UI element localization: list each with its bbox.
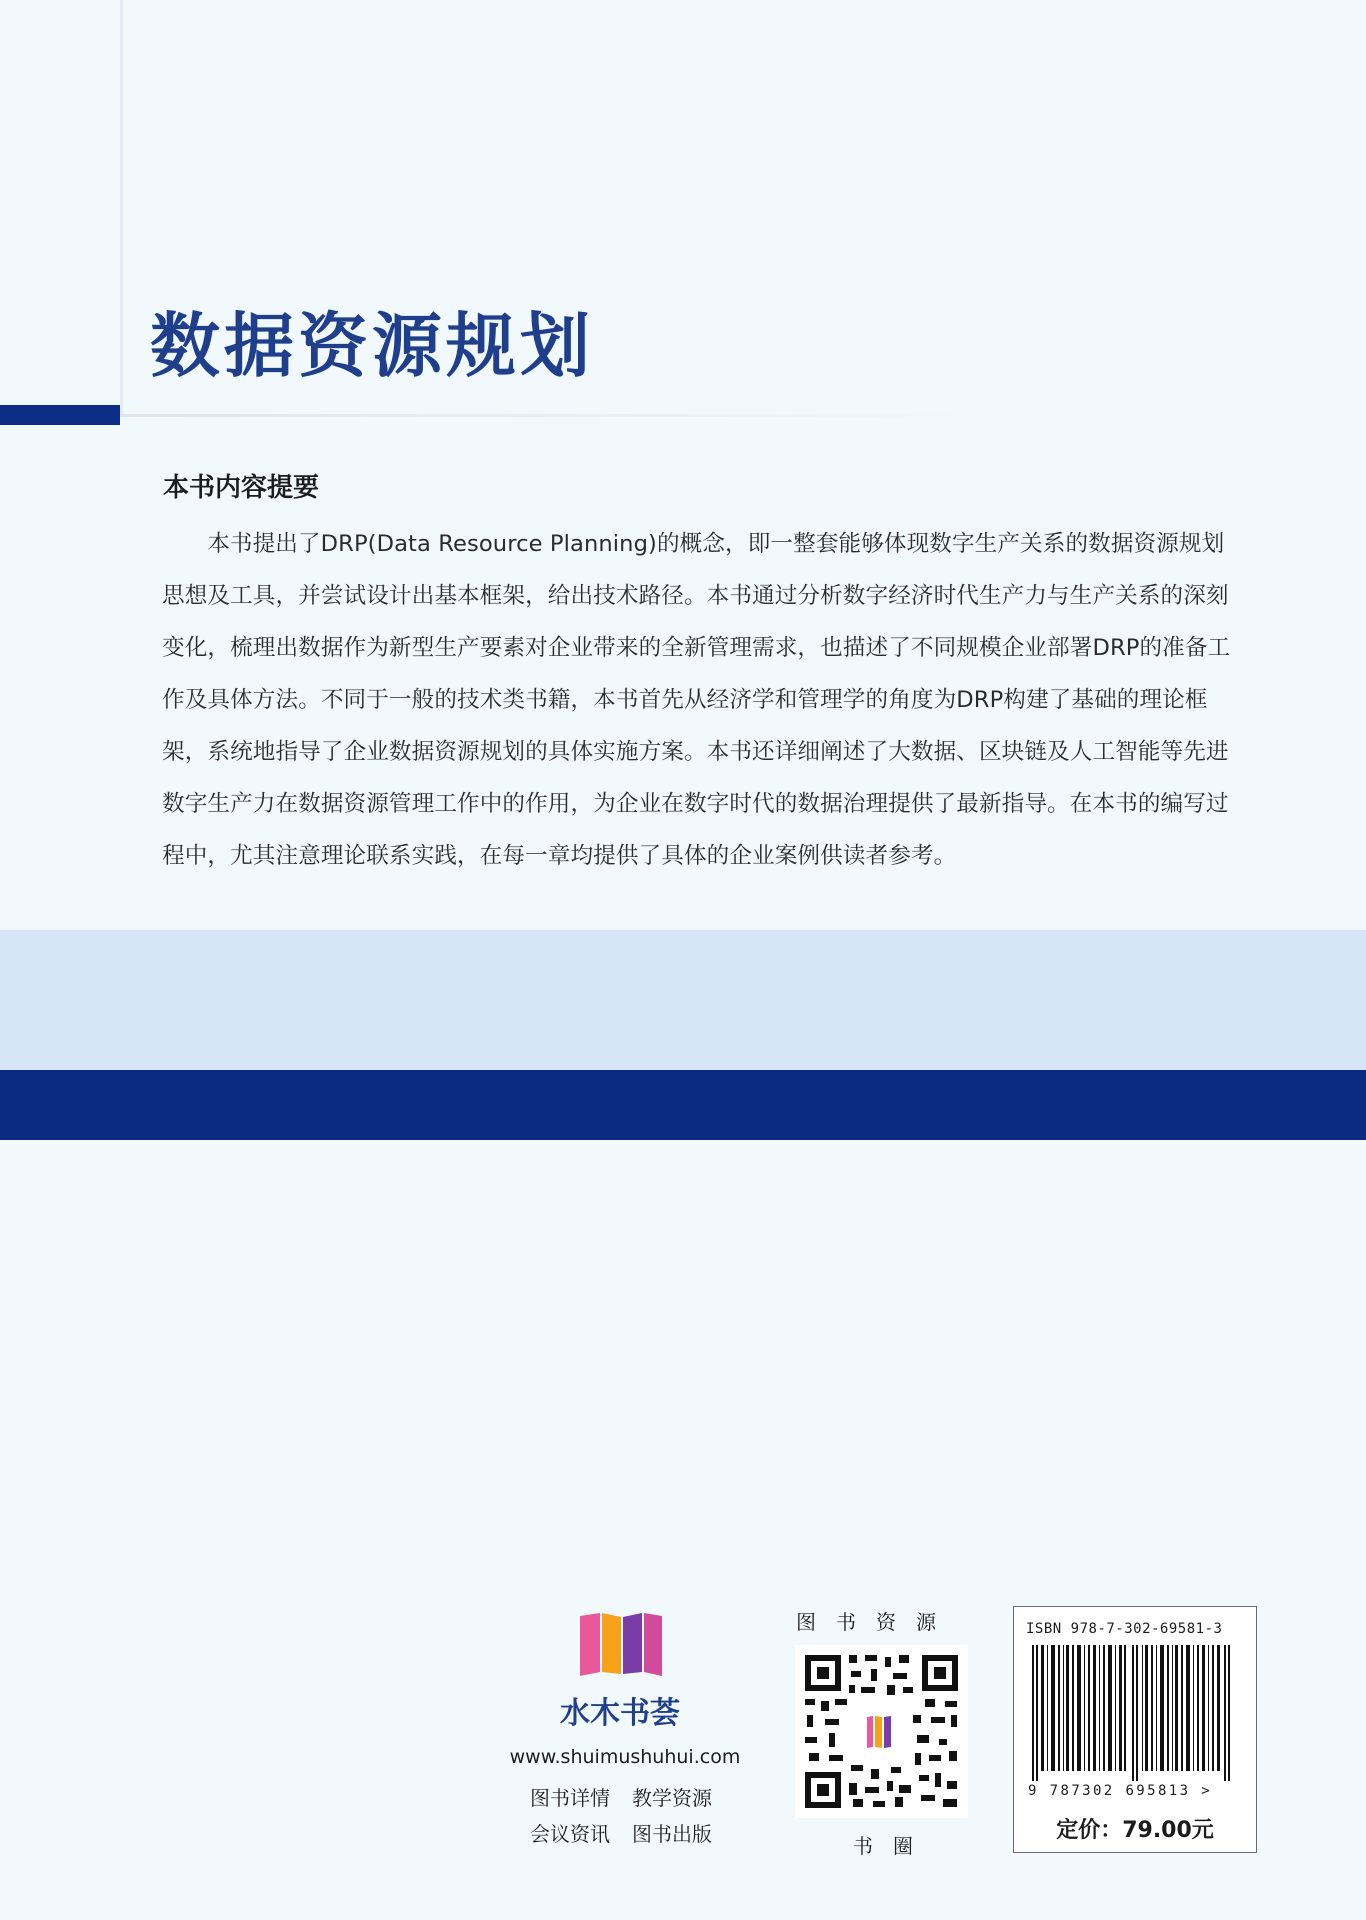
title-rule: [120, 414, 980, 417]
publisher-name: 水木书荟: [560, 1696, 680, 1731]
isbn-barcode-box: [1013, 1606, 1257, 1853]
vertical-accent-line: [120, 0, 123, 415]
book-stripes-icon: [578, 1610, 664, 1678]
summary-text-block: [162, 518, 1238, 882]
price-label: 定价：79.00元: [1056, 1818, 1214, 1843]
publisher-url[interactable]: www.shuimushuhui.com: [509, 1746, 741, 1768]
qr-label-top: 图书资源: [796, 1610, 956, 1634]
ean-digits: 9 787302 695813 >: [1028, 1783, 1213, 1799]
link-teaching-resources[interactable]: 教学资源: [632, 1786, 712, 1810]
light-blue-band: [0, 930, 1366, 1070]
book-title: 数据资源规划: [150, 304, 594, 387]
link-book-details[interactable]: 图书详情: [530, 1786, 610, 1810]
qr-code[interactable]: [795, 1645, 968, 1818]
summary-heading: 本书内容提要: [163, 473, 320, 503]
navy-band: [0, 1070, 1366, 1140]
title-accent-bar: [0, 405, 120, 425]
barcode-icon: [1028, 1645, 1242, 1781]
qr-code-icon: [795, 1645, 968, 1818]
publisher-links-row-2: [530, 1818, 730, 1847]
link-book-publishing[interactable]: 图书出版: [632, 1822, 712, 1846]
summary-paragraph: 本书提出了DRP(Data Resource Planning)的概念，即一整套能够体现数字生产关系的数据资源规划思想及工具，并尝试设计出基本框架，给出技术路径。本书通过分析数字经济时代生产力与生产关系的深刻变化，梳理出数据作为新型生产要素对企业带来的全新管理需求，也描述了不同规模企业部署DRP的准备工作及具体方法。不同于一般的技术类书籍，本书首先从经济学和管理学的角度为DRP构建了基础的理论框架，系统地指导了企业数据资源规划的具体实施方案。本书还详细阐述了大数据、区块链及人工智能等先进数字生产力在数据资源管理工作中的作用，为企业在数字时代的数据治理提供了最新指导。在本书的编写过程中，尤其注意理论联系实践，在每一章均提供了具体的企业案例供读者参考。: [162, 531, 1231, 869]
publisher-links-row-1: [530, 1782, 730, 1811]
qr-label-bottom: 书圈: [853, 1834, 933, 1858]
isbn-number: ISBN 978-7-302-69581-3: [1026, 1621, 1223, 1637]
link-conference-news[interactable]: 会议资讯: [530, 1822, 610, 1846]
